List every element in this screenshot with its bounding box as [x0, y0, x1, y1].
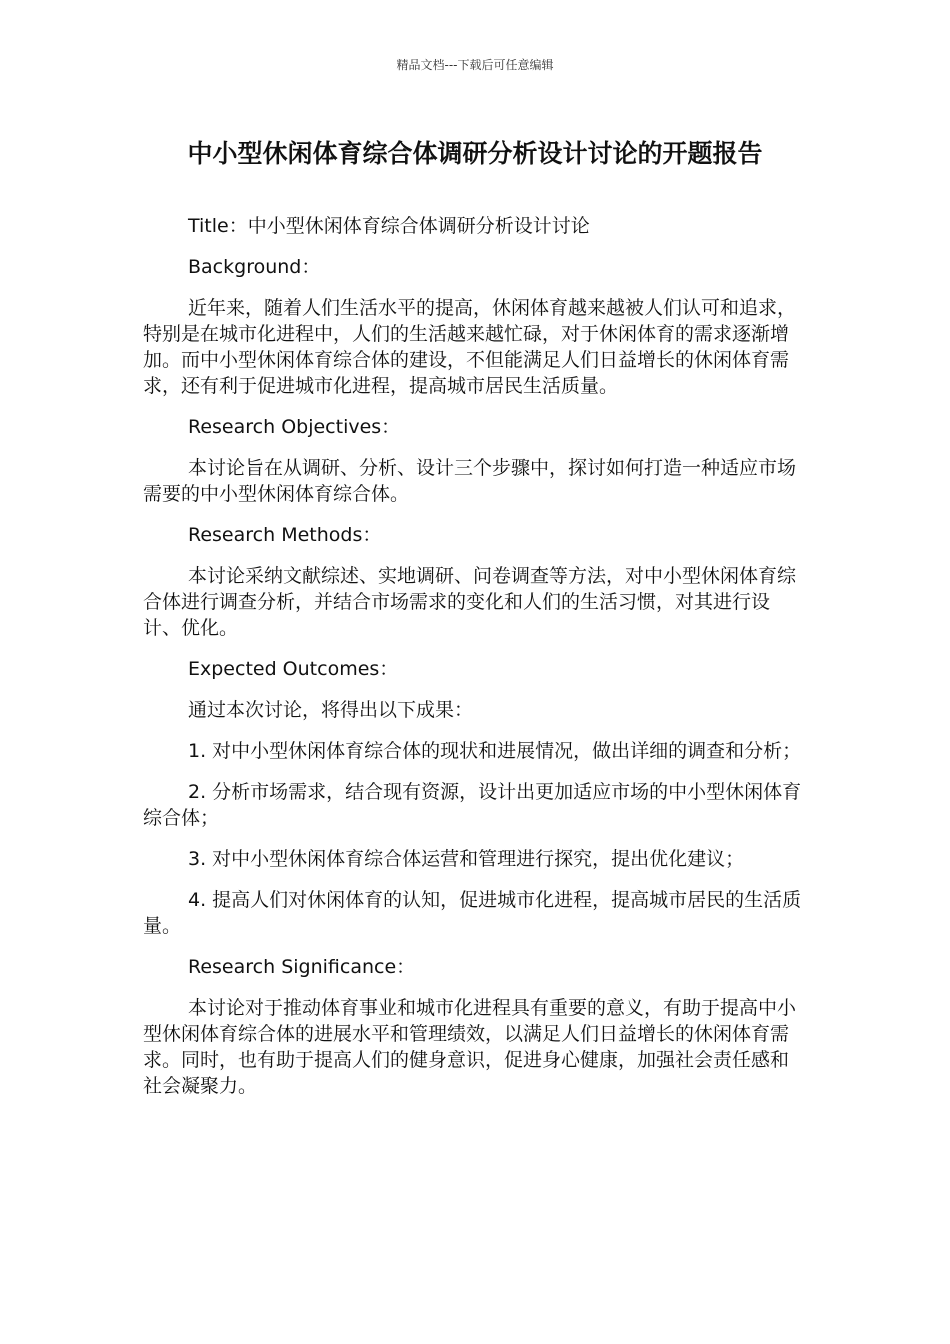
outcome-item: 2. 分析市场需求，结合现有资源，设计出更加适应市场的中小型休闲体育综合体；: [143, 781, 802, 829]
significance-label: Research Significance：: [188, 956, 416, 978]
methods-paragraph: 本讨论采纳文献综述、实地调研、问卷调查等方法，对中小型休闲体育综合体进行调查分析，并结合市场需求的变化和人们的生活习惯，对其进行设计、优化。: [143, 565, 797, 639]
significance-paragraph: 本讨论对于推动体育事业和城市化进程具有重要的意义，有助于提高中小型休闲体育综合体的进展水平和管理绩效，以满足人们日益增长的休闲体育需求。同时，也有助于提高人们的健身意识，促进身心健康，加强社会责任感和社会凝聚力。: [143, 997, 797, 1097]
title-line: Title：中小型休闲体育综合体调研分析设计讨论: [188, 215, 590, 237]
header-note: 精品文档---下载后可任意编辑: [396, 58, 554, 72]
outcome-item: 3. 对中小型休闲体育综合体运营和管理进行探究，提出优化建议；: [188, 848, 745, 870]
outcome-item: 1. 对中小型休闲体育综合体的现状和进展情况，做出详细的调查和分析；: [188, 740, 802, 762]
background-label: Background：: [188, 256, 321, 278]
outcome-item: 4. 提高人们对休闲体育的认知，促进城市化进程，提高城市居民的生活质量。: [143, 889, 802, 937]
document-title: 中小型休闲体育综合体调研分析设计讨论的开题报告: [187, 139, 763, 168]
background-paragraph: 近年来，随着人们生活水平的提高，休闲体育越来越被人们认可和追求，特别是在城市化进程中，人们的生活越来越忙碌，对于休闲体育的需求逐渐增加。而中小型休闲体育综合体的建设，不但能满足人们日益增长的休闲体育需求，还有利于促进城市化进程，提高城市居民生活质量。: [143, 297, 797, 397]
objectives-label: Research Objectives：: [188, 416, 401, 438]
methods-label: Research Methods：: [188, 524, 382, 546]
document-body: [143, 213, 803, 1114]
objectives-paragraph: 本讨论旨在从调研、分析、设计三个步骤中，探讨如何打造一种适应市场需要的中小型休闲体育综合体。: [143, 457, 797, 505]
outcomes-label: Expected Outcomes：: [188, 658, 399, 680]
outcomes-intro: 通过本次讨论，将得出以下成果：: [188, 699, 474, 721]
